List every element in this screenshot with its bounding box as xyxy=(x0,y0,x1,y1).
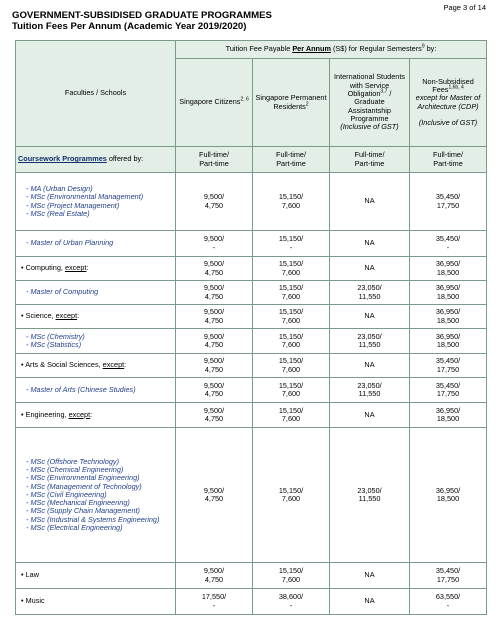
table-row xyxy=(16,563,487,589)
faculties-header: Faculties / Schools xyxy=(16,41,176,147)
non-subsidised-header: Non-Subsidised Fees$^{1,6b, 4}$ except for Master of Architecture (CDP) (Inclusive of GST) xyxy=(410,59,487,147)
fee-cell: 15,150/ 7,600 xyxy=(253,378,330,403)
fee-cell: 15,150/ 7,600 xyxy=(253,173,330,231)
table-row xyxy=(16,354,487,378)
page-number: Page 3 of 14 xyxy=(443,3,486,12)
fee-span-header: Tuition Fee Payable Per Annum (S$) for Regular Semesters$^9$ by: xyxy=(176,41,487,59)
fee-cell: 15,150/ 7,600 xyxy=(253,354,330,378)
fee-cell: 9,500/ 4,750 xyxy=(176,378,253,403)
faculty-name: • Arts & Social Sciences, except: xyxy=(16,354,176,378)
fee-cell: 17,550/ - xyxy=(176,589,253,615)
fee-cell: 9,500/ 4,750 xyxy=(176,428,253,563)
table-row xyxy=(16,231,487,257)
fee-cell: 9,500/ 4,750 xyxy=(176,281,253,305)
fee-cell: 35,450/ - xyxy=(410,231,487,257)
table-row xyxy=(16,305,487,329)
fee-cell: 15,150/ 7,600 xyxy=(253,257,330,281)
programme-list: - MA (Urban Design) - MSc (Environmental Management) - MSc (Project Management) - MSc (Real Estate) xyxy=(16,173,176,231)
fee-cell: 23,050/ 11,550 xyxy=(330,281,410,305)
fee-cell: NA xyxy=(330,305,410,329)
coursework-label: Coursework Programmes offered by: xyxy=(16,147,176,173)
fee-cell: NA xyxy=(330,257,410,281)
table-row xyxy=(16,281,487,305)
fee-cell: NA xyxy=(330,354,410,378)
permanent-residents-header: Singapore Permanent Residents$^2$ xyxy=(253,59,330,147)
fee-cell: 36,950/ 18,500 xyxy=(410,329,487,354)
coursework-row xyxy=(16,147,487,173)
fee-cell: NA xyxy=(330,173,410,231)
table-row xyxy=(16,428,487,563)
fee-cell: 23,050/ 11,550 xyxy=(330,329,410,354)
singapore-citizens-header: Singapore Citizens$^{2, 6}$ xyxy=(176,59,253,147)
fee-cell: 36,950/ 18,500 xyxy=(410,281,487,305)
fee-cell: 9,500/ 4,750 xyxy=(176,354,253,378)
fee-cell: NA xyxy=(330,231,410,257)
fee-cell: NA xyxy=(330,589,410,615)
fee-cell: NA xyxy=(330,403,410,428)
faculty-name: • Law xyxy=(16,563,176,589)
fee-cell: 63,550/ - xyxy=(410,589,487,615)
programme-list: - Master of Arts (Chinese Studies) xyxy=(16,378,176,403)
table-row xyxy=(16,403,487,428)
fee-cell: 15,150/ 7,600 xyxy=(253,428,330,563)
table-row xyxy=(16,173,487,231)
document-subtitle: Tuition Fees Per Annum (Academic Year 2019/2020) xyxy=(12,21,247,32)
fee-cell: 35,450/ 17,750 xyxy=(410,354,487,378)
fee-cell: 23,050/ 11,550 xyxy=(330,428,410,563)
fee-cell: 15,150/ - xyxy=(253,231,330,257)
programme-list: - Master of Computing xyxy=(16,281,176,305)
fee-cell: 9,500/ - xyxy=(176,231,253,257)
mode-pr: Full-time/ Part-time xyxy=(253,147,330,173)
fee-cell: 36,950/ 18,500 xyxy=(410,403,487,428)
programme-list: - MSc (Chemistry) - MSc (Statistics) xyxy=(16,329,176,354)
table-row xyxy=(16,378,487,403)
fee-cell: 35,450/ 17,750 xyxy=(410,173,487,231)
fee-cell: 9,500/ 4,750 xyxy=(176,257,253,281)
fee-cell: 15,150/ 7,600 xyxy=(253,563,330,589)
fee-cell: 15,150/ 7,600 xyxy=(253,305,330,329)
fee-cell: 36,950/ 18,500 xyxy=(410,257,487,281)
mode-non: Full-time/ Part-time xyxy=(410,147,487,173)
faculty-name: • Engineering, except: xyxy=(16,403,176,428)
fee-cell: 15,150/ 7,600 xyxy=(253,329,330,354)
fee-cell: 9,500/ 4,750 xyxy=(176,173,253,231)
fee-cell: 38,600/ - xyxy=(253,589,330,615)
faculty-name: • Science, except: xyxy=(16,305,176,329)
fee-cell: 9,500/ 4,750 xyxy=(176,305,253,329)
fee-cell: 15,150/ 7,600 xyxy=(253,403,330,428)
fee-cell: 35,450/ 17,750 xyxy=(410,563,487,589)
fee-cell: NA xyxy=(330,563,410,589)
programme-list: - MSc (Offshore Technology) - MSc (Chemical Engineering) - MSc (Environmental Engineering) - MSc (Management of Technology) - MSc (Civil Engineering) - MSc (Mechanical Engineering) - MSc (Supply Chain Management) - MSc (Industrial & Systems Engineering) - MSc (Electrical Engineering) xyxy=(16,428,176,563)
faculty-name: • Music xyxy=(16,589,176,615)
document-title: GOVERNMENT-SUBSIDISED GRADUATE PROGRAMMES xyxy=(12,10,272,21)
fee-cell: 36,950/ 18,500 xyxy=(410,428,487,563)
mode-intl: Full-time/ Part-time xyxy=(330,147,410,173)
mode-sc: Full-time/ Part-time xyxy=(176,147,253,173)
fee-cell: 9,500/ 4,750 xyxy=(176,403,253,428)
header-row-1 xyxy=(16,41,487,59)
fee-cell: 9,500/ 4,750 xyxy=(176,329,253,354)
programme-list: - Master of Urban Planning xyxy=(16,231,176,257)
international-students-header: International Students with Service Obligation$^{3,7}$ / Graduate Assistantship Programme (Inclusive of GST) xyxy=(330,59,410,147)
faculty-name: • Computing, except: xyxy=(16,257,176,281)
tuition-fee-table xyxy=(15,40,487,615)
table-row xyxy=(16,589,487,615)
table-row xyxy=(16,257,487,281)
fee-cell: 23,050/ 11,550 xyxy=(330,378,410,403)
fee-cell: 9,500/ 4,750 xyxy=(176,563,253,589)
fee-cell: 15,150/ 7,600 xyxy=(253,281,330,305)
fee-cell: 36,950/ 18,500 xyxy=(410,305,487,329)
table-row xyxy=(16,329,487,354)
fee-cell: 35,450/ 17,750 xyxy=(410,378,487,403)
